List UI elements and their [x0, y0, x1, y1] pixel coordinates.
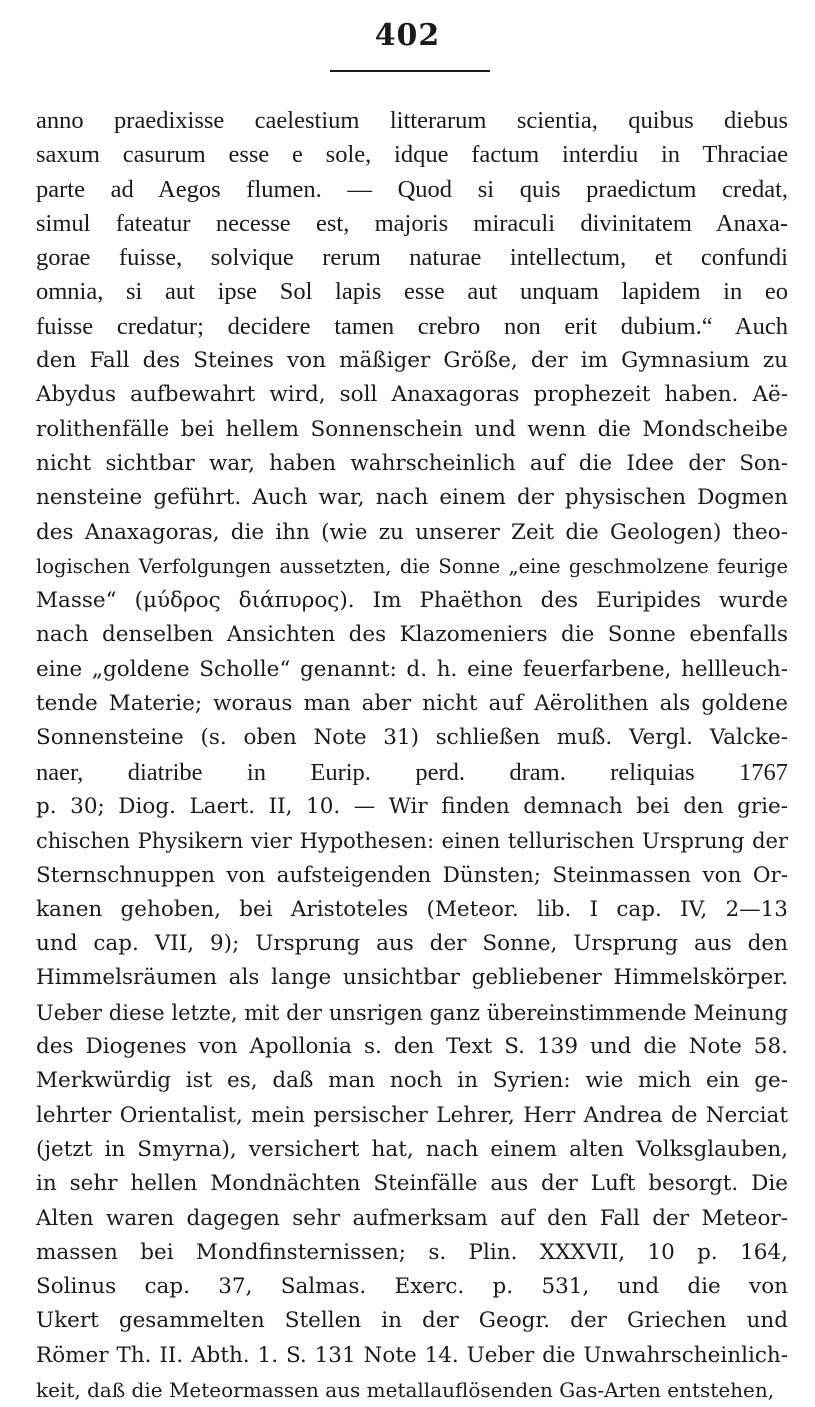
text-line: parte ad Aegos flumen. — Quod si quis praedictum credat, [36, 175, 788, 203]
text-line: Masse“ (μύδρος διάπυρος). Im Phaëthon des Euripides wurde [36, 588, 788, 614]
text-line: nach denselben Ansichten des Klazomeniers die Sonne ebenfalls [36, 622, 788, 648]
text-line: saxum casurum esse e sole, idque factum interdiu in Thraciae [36, 141, 788, 169]
text-line: (jetzt in Smyrna), versichert hat, nach einem alten Volksglauben, [36, 1136, 788, 1162]
text-line: anno praedixisse caelestium litterarum scientia, quibus diebus [36, 107, 788, 134]
text-line: gorae fuisse, solvique rerum naturae intellectum, et confundi [36, 244, 788, 272]
text-line: simul fateatur necesse est, majoris miraculi divinitatem Anaxa- [36, 209, 788, 237]
text-line: den Fall des Steines von mäßiger Größe, der im Gymnasium zu [36, 348, 788, 374]
text-line: nensteine geführt. Auch war, nach einem der physischen Dogmen [36, 485, 788, 511]
text-line: des Anaxagoras, die ihn (wie zu unserer Zeit die Geologen) theo- [36, 519, 788, 545]
text-line: nicht sichtbar war, haben wahrscheinlich auf die Idee der Son- [36, 450, 788, 476]
text-line: Ukert gesammelten Stellen in der Geogr. der Griechen und [36, 1308, 788, 1334]
text-line: naer, diatribe in Eurip. perd. dram. reliquias 1767 [36, 758, 788, 786]
text-line: omnia, si aut ipse Sol lapis esse aut unquam lapidem in eo [36, 278, 788, 306]
text-line: Ueber diese letzte, mit der unsrigen ganz übereinstimmende Meinung [36, 1000, 788, 1025]
text-line: keit, daß die Meteormassen aus metallauflösenden Gas-Arten entstehen, [36, 1377, 775, 1402]
text-line: lehrter Orientalist, mein persischer Lehrer, Herr Andrea de Nerciat [36, 1102, 788, 1128]
text-line: rolithenfälle bei hellem Sonnenschein und wenn die Mondscheibe [36, 416, 788, 442]
text-line: kanen gehoben, bei Aristoteles (Meteor. lib. I cap. IV, 2—13 [36, 896, 788, 922]
text-line: p. 30; Diog. Laert. II, 10. — Wir finden demnach bei den grie- [36, 793, 788, 819]
text-line: tende Materie; woraus man aber nicht auf Aërolithen als goldene [36, 691, 788, 717]
text-line: Abydus aufbewahrt wird, soll Anaxagoras prophezeit haben. Aë- [36, 382, 788, 408]
text-line: Sonnensteine (s. oben Note 31) schließen muß. Vergl. Valcke- [36, 725, 788, 751]
text-line: Sternschnuppen von aufsteigenden Dünsten; Steinmassen von Or- [36, 862, 788, 888]
text-line: fuisse credatur; decidere tamen crebro non erit dubium.“ Auch [36, 312, 788, 340]
text-line: Merkwürdig ist es, daß man noch in Syrien: wie mich ein ge- [36, 1068, 788, 1094]
text-line: Himmelsräumen als lange unsichtbar gebliebener Himmelskörper. [36, 965, 788, 991]
page-number: 402 [374, 18, 441, 53]
text-line: massen bei Mondfinsternissen; s. Plin. XXXVII, 10 p. 164, [36, 1239, 788, 1265]
header-rule [330, 70, 490, 72]
text-line: Alten waren dagegen sehr aufmerksam auf den Fall der Meteor- [36, 1205, 788, 1231]
text-line: chischen Physikern vier Hypothesen: einen tellurischen Ursprung der [36, 829, 788, 854]
text-line: Römer Th. II. Abth. 1. S. 131 Note 14. Ueber die Unwahrscheinlich- [36, 1342, 788, 1368]
text-line: logischen Verfolgungen aussetzten, die Sonne „eine geschmolzene feurige [36, 554, 788, 578]
text-line: in sehr hellen Mondnächten Steinfälle aus der Luft besorgt. Die [36, 1171, 788, 1197]
text-line: Solinus cap. 37, Salmas. Exerc. p. 531, und die von [36, 1274, 788, 1300]
body-text [36, 104, 788, 1407]
text-line: eine „goldene Scholle“ genannt: d. h. eine feuerfarbene, hellleuch- [36, 656, 788, 682]
text-line: und cap. VII, 9); Ursprung aus der Sonne, Ursprung aus den [36, 931, 788, 957]
text-line: des Diogenes von Apollonia s. den Text S. 139 und die Note 58. [36, 1034, 788, 1060]
